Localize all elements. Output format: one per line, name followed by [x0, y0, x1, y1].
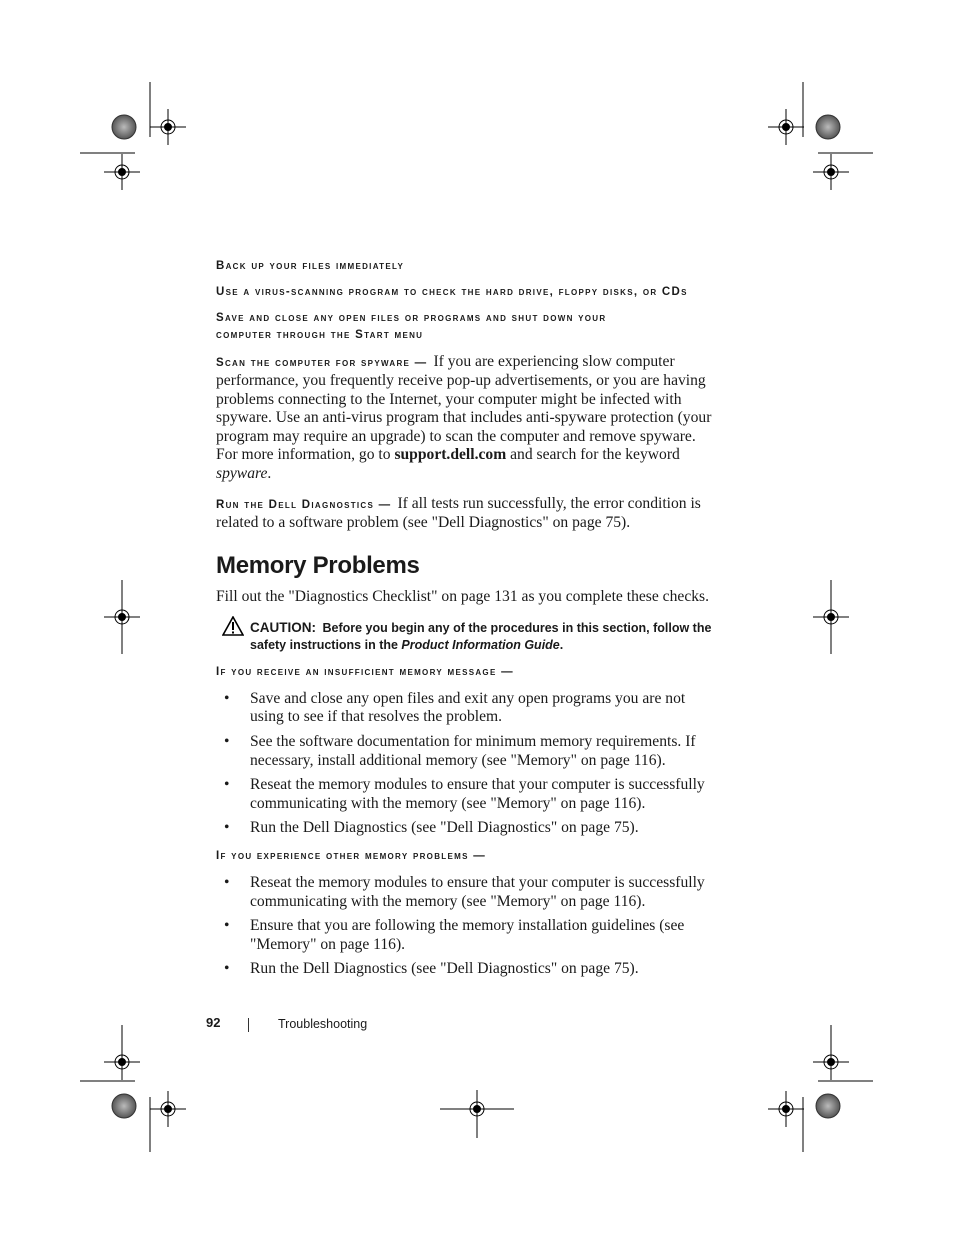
intro-paragraph: Fill out the "Diagnostics Checklist" on page 131 as you complete these checks.: [216, 588, 710, 606]
caution-text: Before you begin any of the procedures in this section, follow the safety instructions in the: [250, 620, 712, 652]
list-item: • Run the Dell Diagnostics (see "Dell Diagnostics" on page 75).: [224, 819, 639, 837]
heading-other-memory-problems: If you experience other memory problems —: [216, 849, 486, 862]
run-diagnostics-text: If all tests run successfully, the error condition is related to a software problem (see "Dell Diagnostics" on page 75).: [216, 494, 701, 531]
page-number: 92: [206, 1015, 221, 1030]
list-item: • Save and close any open files and exit any open programs you are not using to see if that resolves the problem.: [224, 689, 686, 726]
scan-spyware-paragraph: [216, 353, 716, 484]
scan-end: .: [267, 464, 272, 482]
list-item-text: Reseat the memory modules to ensure that your computer is successfully communicating with the memory (see "Memory" on page 116).: [250, 776, 705, 812]
list-item: • See the software documentation for minimum memory requirements. If necessary, install additional memory (see "Memory" on page 116).: [224, 732, 696, 769]
list-item-text: Run the Dell Diagnostics (see "Dell Diagnostics" on page 75).: [250, 819, 639, 837]
list-item-text: Ensure that you are following the memory installation guidelines (see "Memory" on page 116).: [250, 917, 685, 953]
caution-note: [216, 619, 716, 654]
run-diagnostics-label: Run the Dell Diagnostics —: [216, 498, 392, 511]
list-item: • Run the Dell Diagnostics (see "Dell Diagnostics" on page 75).: [224, 960, 639, 978]
warning-triangle-icon: [222, 616, 244, 636]
caution-guide-title: Product Information Guide: [401, 637, 560, 652]
support-link[interactable]: support.dell.com: [394, 446, 507, 464]
list-item: • Ensure that you are following the memory installation guidelines (see "Memory" on page 116).: [224, 917, 685, 953]
section-title: Memory Problems: [216, 552, 420, 580]
spyware-keyword: spyware: [216, 464, 268, 482]
list-item-text: See the software documentation for minimum memory requirements. If necessary, install additional memory (see "Memory" on page 116).: [250, 732, 696, 769]
insufficient-memory-list: [216, 690, 716, 838]
other-memory-list: [216, 874, 716, 979]
list-item-text: Run the Dell Diagnostics (see "Dell Diagnostics" on page 75).: [250, 960, 639, 978]
heading-insufficient-memory: If you receive an insufficient memory message —: [216, 665, 514, 678]
heading-save-close-line2: computer through the Start menu: [216, 329, 424, 341]
list-item-text: Reseat the memory modules to ensure that your computer is successfully communicating with the memory (see "Memory" on page 116).: [250, 873, 705, 910]
scan-spyware-label: Scan the computer for spyware —: [216, 357, 428, 369]
scan-text-1: If you are experiencing slow computer performance, you frequently receive pop-up advertisements, or you are having problems connecting to the Internet, your computer might be infected with spyware. Use an anti-virus program that includes anti-spyware protection (your program may require an upgrade) to scan the computer and remove spyware. For more information, go to: [216, 353, 712, 464]
heading-virus-scan: Use a virus-scanning program to check the hard drive, floppy disks, or CDs: [216, 286, 688, 298]
heading-save-close-line1: Save and close any open files or programs and shut down your: [216, 312, 607, 324]
footer-divider: [248, 1018, 249, 1032]
page-content: [216, 258, 716, 989]
list-item-text: Save and close any open files and exit any open programs you are not using to see if that resolves the problem.: [250, 689, 686, 726]
heading-save-close: [216, 310, 716, 344]
list-item: • Reseat the memory modules to ensure that your computer is successfully communicating with the memory (see "Memory" on page 116).: [224, 873, 705, 910]
scan-text-2: and search for the keyword: [506, 446, 680, 464]
heading-backup: Back up your files immediately: [216, 260, 405, 272]
caution-label: CAUTION:: [250, 619, 316, 635]
list-item: • Reseat the memory modules to ensure that your computer is successfully communicating with the memory (see "Memory" on page 116).: [224, 776, 705, 812]
run-diagnostics-paragraph: [216, 495, 716, 533]
caution-end: .: [559, 637, 564, 652]
footer-section: Troubleshooting: [278, 1017, 368, 1031]
